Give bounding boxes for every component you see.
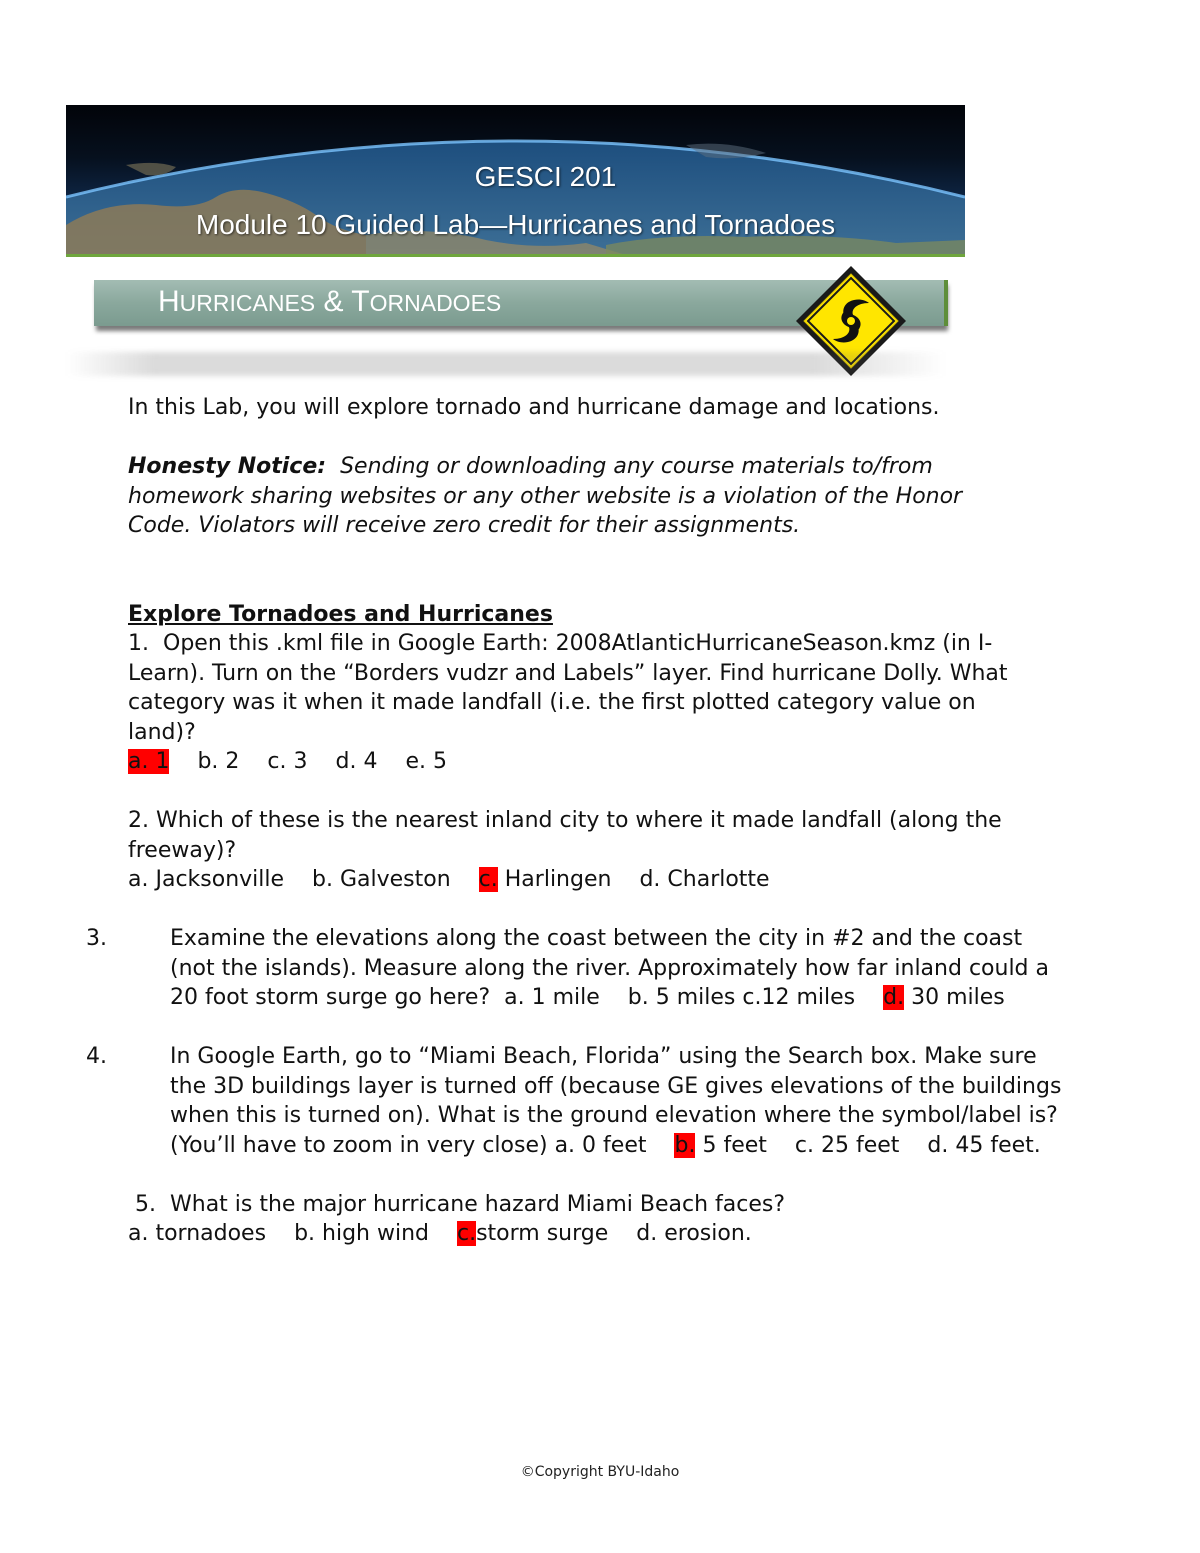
section-title-amp: & [323, 285, 344, 318]
faded-banner-artifact [66, 352, 946, 376]
copyright-footer: ©Copyright BYU-Idaho [520, 1464, 680, 1480]
question-4 [86, 1042, 1070, 1160]
q3-option-c: c.12 miles [742, 985, 856, 1010]
q4-option-b-text: 5 feet [702, 1132, 767, 1158]
q1-option-d: d. 4 [335, 749, 378, 774]
q1-option-a-selected: a. 1 [128, 749, 170, 774]
q3-option-d-text: 30 miles [911, 985, 1005, 1010]
course-title: GESCI 201 [474, 161, 617, 192]
section-heading: Explore Tornadoes and Hurricanes [128, 601, 553, 627]
q3-option-b: b. 5 miles [627, 985, 736, 1010]
question-2-text: Which of these is the nearest inland city to where it made landfall (along the freeway)? [128, 808, 1002, 863]
question-5-options [128, 1219, 1058, 1249]
q2-option-c-text: Harlingen [504, 867, 612, 892]
q2-option-a: a. Jacksonville [128, 867, 285, 892]
q5-option-c-text: storm surge [476, 1221, 609, 1246]
q4-option-a: a. 0 feet [554, 1132, 647, 1158]
question-3 [86, 924, 1050, 1013]
q1-option-e: e. 5 [405, 749, 447, 774]
q4-option-b-selected: b. [674, 1132, 696, 1158]
q3-option-a: a. 1 mile [504, 985, 600, 1010]
question-5-text: What is the major hurricane hazard Miami Beach faces? [170, 1191, 786, 1217]
q5-option-c-selected: c. [456, 1221, 477, 1246]
section-title-rest1: URRICANES [179, 290, 316, 316]
module-title: Module 10 Guided Lab—Hurricanes and Tornadoes [195, 209, 836, 240]
q3-option-d-selected: d. [883, 985, 905, 1010]
section-title-cap2: T [351, 285, 370, 318]
intro-text: In this Lab, you will explore tornado and hurricane damage and locations. [128, 395, 940, 420]
q2-option-c-selected: c. [478, 867, 498, 892]
q1-option-b: b. 2 [197, 749, 240, 774]
question-2 [128, 806, 1028, 865]
question-1-options [128, 747, 1058, 777]
section-title-rest2: ORNADOES [369, 290, 502, 316]
question-1 [128, 629, 1028, 747]
q4-option-c: c. 25 feet [794, 1132, 900, 1158]
question-5 [128, 1190, 1058, 1220]
question-2-number: 2. [128, 808, 149, 833]
section-title [158, 285, 501, 319]
honesty-text: Sending or downloading any course materials to/from homework sharing websites or any other website is a violation of the Honor Code. Violators will receive zero credit for their assignments. [128, 454, 963, 538]
question-2-options [128, 865, 1058, 895]
lab-content [86, 393, 1062, 1249]
question-5-number: 5. [135, 1191, 156, 1217]
honesty-label: Honesty Notice: [128, 454, 327, 479]
q5-option-d: d. erosion. [636, 1221, 752, 1246]
q5-option-b: b. high wind [294, 1221, 429, 1246]
question-4-number: 4. [86, 1044, 107, 1069]
header-banner [66, 105, 965, 255]
question-1-text: Open this .kml file in Google Earth: 2008AtlanticHurricaneSeason.kmz (in I-Learn). Turn on the “Borders vudzr and Labels” layer. Find hurricane Dolly. What category was it when it made landfall (i.e. the first plotted category value on land)? [128, 631, 1008, 745]
q4-option-d: d. 45 feet. [927, 1132, 1041, 1158]
honesty-notice [128, 452, 1028, 541]
question-3-text: Examine the elevations along the coast between the city in #2 and the coast (not the islands). Measure along the river. Approximately how far inland could a 20 foot storm surge go here? [170, 926, 1049, 1010]
section-title-cap1: H [158, 285, 180, 318]
question-3-number: 3. [86, 926, 107, 951]
banner-divider [66, 254, 965, 257]
q2-option-b: b. Galveston [312, 867, 451, 892]
q2-option-d: d. Charlotte [639, 867, 770, 892]
q5-option-a: a. tornadoes [128, 1221, 267, 1246]
question-1-number: 1. [128, 631, 149, 656]
q1-option-c: c. 3 [267, 749, 308, 774]
question-4-text: In Google Earth, go to “Miami Beach, Florida” using the Search box. Make sure the 3D buildings layer is turned off (because GE gives elevations of the buildings when this is turned on). What is the ground elevation where the symbol/label is? (You’ll have to zoom in very close) [170, 1044, 1062, 1158]
